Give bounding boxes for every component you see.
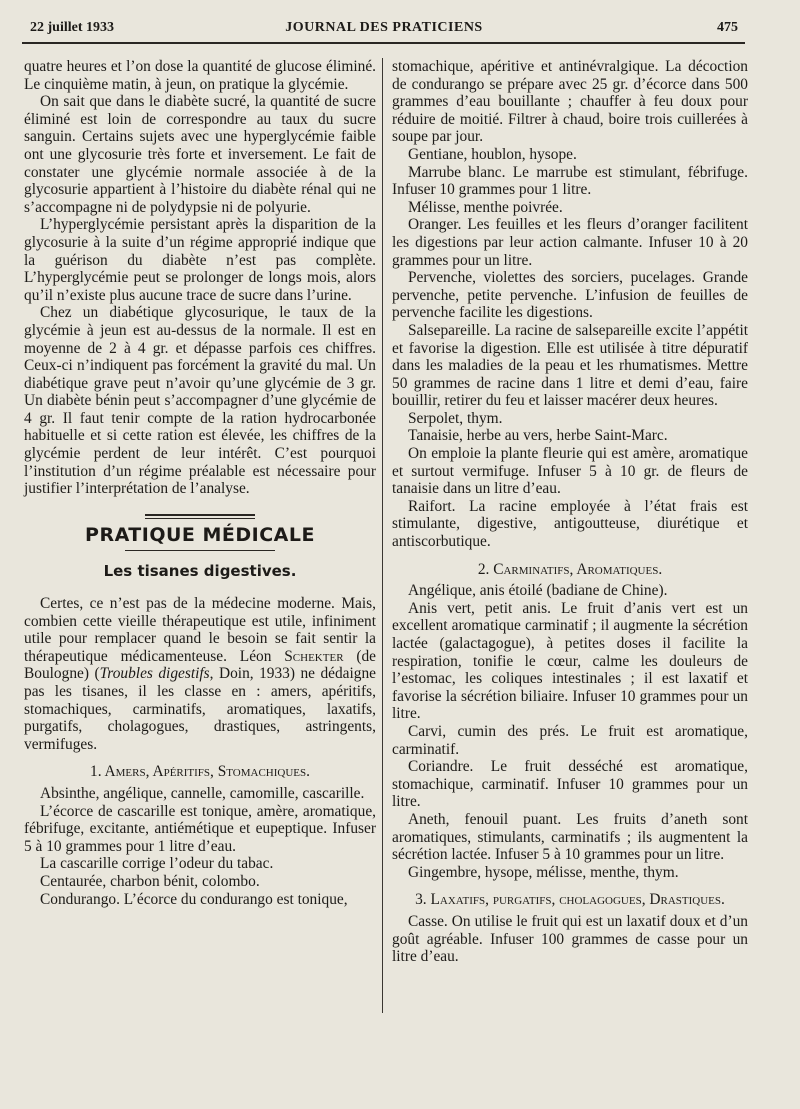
paragraph: Serpolet, thym.	[408, 409, 503, 427]
paragraph: Marrube blanc. Le marrube est stimulant, fébrifuge. Infuser 10 grammes pour 1 litre.	[392, 163, 748, 199]
right-column	[392, 58, 748, 966]
article-title: Les tisanes digestives.	[103, 562, 297, 581]
intro-text: (de Boulogne) (	[24, 647, 377, 683]
header-rule	[22, 42, 745, 44]
author-name: Schekter	[284, 647, 344, 665]
paragraph: Condurango. L’écorce du condurango est tonique,	[40, 890, 348, 908]
paragraph: stomachique, apéritive et antinévralgique. La décoction de condurango se prépare avec 25 gr. d’écorce dans 500 grammes d’eau bouillante ; chauffer à feu doux pour réduire de moitié. Filtrer à chaud, boire trois cuillerées à soupe par jour.	[392, 58, 748, 146]
paragraph: Carvi, cumin des prés. Le fruit est aromatique, carminatif.	[392, 722, 748, 758]
paragraph: Gingembre, hysope, mélisse, menthe, thym.	[408, 863, 679, 881]
paragraph: Oranger. Les feuilles et les fleurs d’oranger facilitent les digestions par leur action calmante. Infuser 10 à 20 grammes pour un litre.	[392, 216, 748, 269]
paragraph: Salsepareille. La racine de salsepareille excite l’appétit et favorise la digestion. Elle est utilisée à titre dépuratif dans les maladies de la peau et les rhumatismes. Mettre 50 grammes de racine dans 1 litre et demi d’eau, faire bouillir, retirer du feu et laisser macérer deux heures.	[392, 321, 748, 410]
paragraph: Raifort. La racine employée à l’état frais est stimulante, digestive, antigoutteuse, diurétique et antiscorbutique.	[392, 497, 748, 551]
section-heading-3: 3. Laxatifs, purgatifs, cholagogues, Drastiques.	[415, 891, 725, 909]
paragraph: Mélisse, menthe poivrée.	[408, 198, 563, 216]
header-journal-title: JOURNAL DES PRATICIENS	[285, 20, 483, 35]
intro-text: , Doin, 1933) ne dédaigne pas les tisanes, il les classe en : amers, apéritifs, stomachiques, carminatifs, aromatiques, laxatifs, purgatifs, cholagogues, drastiques, astringents, vermifuges.	[24, 665, 377, 753]
column-divider	[382, 58, 383, 1013]
paragraph: Pervenche, violettes des sorciers, pucelages. Grande pervenche, petite pervenche. L’infusion de feuilles de pervenche facilite les digestions.	[392, 269, 748, 322]
paragraph: Anis vert, petit anis. Le fruit d’anis vert est un excellent aromatique carminatif ; il augmente la sécrétion lactée (galactagogue), à petites doses il facilite la respiration, tonifie le cœur, calme les douleurs de l’estomac, les coliques intestinales ; il est laxatif et favorise la sécrétion biliaire. Infuser 10 grammes pour un litre.	[392, 599, 748, 723]
paragraph: Aneth, fenouil puant. Les fruits d’aneth sont aromatiques, stimulants, carminatifs ; ils augmentent la sécrétion lactée. Infuser 5 à 10 grammes pour un litre.	[392, 810, 748, 864]
paragraph: Coriandre. Le fruit desséché est aromatique, stomachique, carminatif. Infuser 10 grammes pour un litre.	[392, 758, 748, 811]
page-header	[30, 18, 738, 40]
header-date: 22 juillet 1933	[30, 20, 114, 35]
paragraph: La cascarille corrige l’odeur du tabac.	[40, 855, 274, 873]
paragraph: Centaurée, charbon bénit, colombo.	[40, 872, 260, 890]
paragraph: Chez un diabétique glycosurique, le taux de la glycémie à jeun est au-dessus de la normale. Il est en moyenne de 2 à 4 gr. et dépasse parfois ces chiffres. Ceux-ci n’indiquent pas forcément la gravité du mal. Un diabétique grave peut n’avoir qu’une glycémie de 3 gr. Un diabète bénin peut s’accompagner d’une glycémie de 4 gr. Il faut tenir compte de la ration hydrocarbonée habituelle et si cette ration est élevée, les chiffres de la glycémie perdent de leur intérêt. C’est pourquoi l’institution d’un régime préalable est nécessaire pour justifier l’interprétation de l’analyse.	[24, 304, 376, 498]
section-heading-2: 2. Carminatifs, Aromatiques.	[477, 560, 663, 578]
paragraph: Casse. On utilise le fruit qui est un laxatif doux et d’un goût agréable. Infuser 100 grammes de casse pour un litre d’eau.	[392, 912, 748, 966]
book-title: Troubles digestifs	[99, 665, 210, 683]
paragraph: L’écorce de cascarille est tonique, amère, aromatique, fébrifuge, excitante, antiémétique et eupeptique. Infuser 5 à 10 grammes pour 1 litre d’eau.	[24, 802, 376, 855]
rubric-rule	[125, 550, 275, 551]
paragraph: quatre heures et l’on dose la quantité de glucose éliminé. Le cinquième matin, à jeun, on pratique la glycémie.	[24, 58, 376, 93]
paragraph: Absinthe, angélique, cannelle, camomille, cascarille.	[40, 784, 365, 802]
page-number: 475	[717, 20, 738, 35]
paragraph: L’hyperglycémie persistant après la disparition de la glycosurie à la suite d’un régime approprié indique que la guérison du diabète n’est pas complète. L’hyperglycémie peut se prolonger de longs mois, alors qu’il n’existe plus aucune trace de sucre dans l’urine.	[24, 216, 376, 304]
paragraph: Tanaisie, herbe au vers, herbe Saint-Marc.	[408, 427, 668, 445]
paragraph: Gentiane, houblon, hysope.	[408, 145, 577, 163]
paragraph: On emploie la plante fleurie qui est amère, aromatique et surtout vermifuge. Infuser 5 à 10 gr. de fleurs de tanaisie dans un litre d’eau.	[392, 445, 748, 498]
rubric-title: PRATIQUE MÉDICALE	[85, 523, 315, 546]
section-heading-1: 1. Amers, Apéritifs, Stomachiques.	[90, 763, 310, 781]
section-ornament	[145, 514, 255, 519]
left-column	[24, 58, 376, 908]
paragraph: On sait que dans le diabète sucré, la quantité de sucre éliminé est loin de correspondre au taux du sucre sanguin. Certains sujets avec une hyperglycémie faible ont une glycosurie très forte et inversement. Le fait de constater une glycémie normale associée à de la glycosurie appartient à l’histoire du diabète rénal qui ne s’accompagne ni de polydypsie ni de polyurie.	[24, 93, 376, 216]
paragraph: Angélique, anis étoilé (badiane de Chine).	[408, 582, 668, 600]
intro-paragraph	[24, 595, 376, 753]
intro-text: Certes, ce n’est pas de la médecine moderne. Mais, combien cette vieille thérapeutique est utile, infiniment utile pour remplacer quand le besoin se fait sentir la thérapeutique médicamenteuse. Léon	[24, 595, 376, 665]
